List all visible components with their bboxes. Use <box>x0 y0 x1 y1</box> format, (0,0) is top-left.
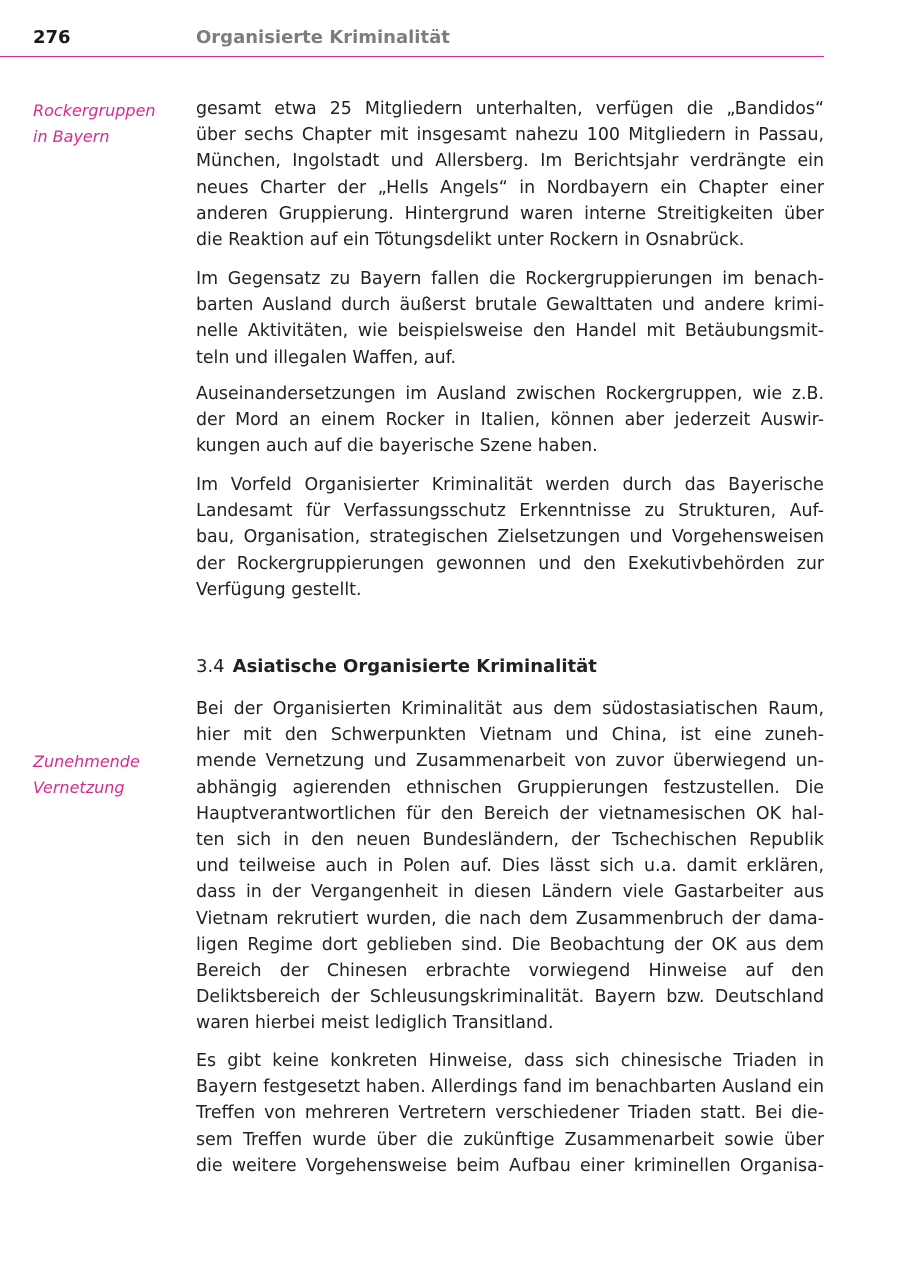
text-line: Bei der Organisierten Kriminalität aus dem südostasiatischen Raum, <box>196 699 824 719</box>
text-line: über sechs Chapter mit insgesamt nahezu 100 Mitgliedern in Passau, <box>196 125 824 146</box>
paragraph-suedostasien <box>196 696 824 1037</box>
section-title: Asiatische Organisierte Kriminalität <box>232 656 597 677</box>
text-line: hier mit den Schwerpunkten Vietnam und China, ist eine zuneh- <box>196 725 824 746</box>
paragraph-ausland-gewalt <box>196 266 824 371</box>
text-line: gesamt etwa 25 Mitgliedern unterhalten, verfügen die „Bandidos“ <box>196 99 824 119</box>
text-line: kungen auch auf die bayerische Szene haben. <box>196 436 598 457</box>
text-line: abhängig agierenden ethnischen Gruppierungen festzustellen. Die <box>196 777 824 798</box>
paragraph-rocker-chapters <box>196 96 824 253</box>
text-line: Bereich der Chinesen erbrachte vorwiegend Hinweise auf den <box>196 961 824 982</box>
page-number: 276 <box>33 27 71 48</box>
text-line: Bayern festgesetzt haben. Allerdings fand im benachbarten Ausland ein <box>196 1077 824 1098</box>
text-line: Verfügung gestellt. <box>196 579 362 600</box>
text-line: die weitere Vorgehensweise beim Aufbau einer kriminellen Organisa- <box>196 1155 824 1176</box>
margin-note-vernetzung <box>33 749 183 801</box>
margin-note-line: Rockergruppen <box>33 101 156 120</box>
paragraph-auseinandersetzungen <box>196 381 824 460</box>
text-line: waren hierbei meist lediglich Transitland. <box>196 1013 554 1034</box>
text-line: der Rockergruppierungen gewonnen und den Exekutivbehörden zur <box>196 553 824 574</box>
section-number: 3.4 <box>196 656 225 677</box>
paragraph-vorfeld <box>196 472 824 603</box>
margin-note-line: Vernetzung <box>33 778 125 797</box>
text-line: und teilweise auch in Polen auf. Dies lässt sich u.a. damit erklären, <box>196 856 824 877</box>
text-line: barten Ausland durch äußerst brutale Gewalttaten und andere krimi- <box>196 295 824 316</box>
text-line: bau, Organisation, strategischen Zielsetzungen und Vorgehensweisen <box>196 527 824 548</box>
text-line: Hauptverantwortlichen für den Bereich der vietnamesischen OK hal- <box>196 803 824 824</box>
text-line: teln und illegalen Waffen, auf. <box>196 347 457 368</box>
text-line: Vietnam rekrutiert wurden, die nach dem Zusammenbruch der dama- <box>196 908 824 929</box>
text-line: Auseinandersetzungen im Ausland zwischen Rockergruppen, wie z.B. <box>196 384 824 404</box>
text-line: Im Vorfeld Organisierter Kriminalität werden durch das Bayerische <box>196 475 824 495</box>
text-line: nelle Aktivitäten, wie beispielsweise den Handel mit Betäubungsmit- <box>196 321 824 342</box>
text-line: dass in der Vergangenheit in diesen Ländern viele Gastarbeiter aus <box>196 882 824 903</box>
margin-note-line: in Bayern <box>33 127 110 146</box>
text-line: mende Vernetzung und Zusammenarbeit von zuvor überwiegend un- <box>196 751 824 772</box>
text-line: die Reaktion auf ein Tötungsdelikt unter Rockern in Osnabrück. <box>196 230 745 251</box>
text-line: Treffen von mehreren Vertretern verschiedener Triaden statt. Bei die- <box>196 1103 824 1124</box>
paragraph-triaden <box>196 1048 824 1179</box>
margin-note-line: Zunehmende <box>33 752 140 771</box>
text-line: anderen Gruppierung. Hintergrund waren interne Streitigkeiten über <box>196 203 824 224</box>
text-line: München, Ingolstadt und Allersberg. Im Berichtsjahr verdrängte ein <box>196 151 824 172</box>
margin-note-rockergruppen <box>33 98 183 150</box>
text-line: der Mord an einem Rocker in Italien, können aber jederzeit Auswir- <box>196 410 824 431</box>
text-line: sem Treffen wurde über die zukünftige Zusammenarbeit sowie über <box>196 1129 824 1150</box>
text-line: Deliktsbereich der Schleusungskriminalität. Bayern bzw. Deutschland <box>196 987 824 1008</box>
running-title: Organisierte Kriminalität <box>196 27 450 48</box>
text-line: Es gibt keine konkreten Hinweise, dass sich chinesische Triaden in <box>196 1051 824 1071</box>
header-rule <box>0 56 824 57</box>
text-line: Im Gegensatz zu Bayern fallen die Rockergruppierungen im benach- <box>196 269 824 289</box>
text-line: ten sich in den neuen Bundesländern, der Tschechischen Republik <box>196 830 824 851</box>
text-line: ligen Regime dort geblieben sind. Die Beobachtung der OK aus dem <box>196 934 824 955</box>
text-line: Landesamt für Verfassungsschutz Erkenntnisse zu Strukturen, Auf- <box>196 501 824 522</box>
text-line: neues Charter der „Hells Angels“ in Nordbayern ein Chapter einer <box>196 177 824 198</box>
section-heading <box>196 656 597 677</box>
